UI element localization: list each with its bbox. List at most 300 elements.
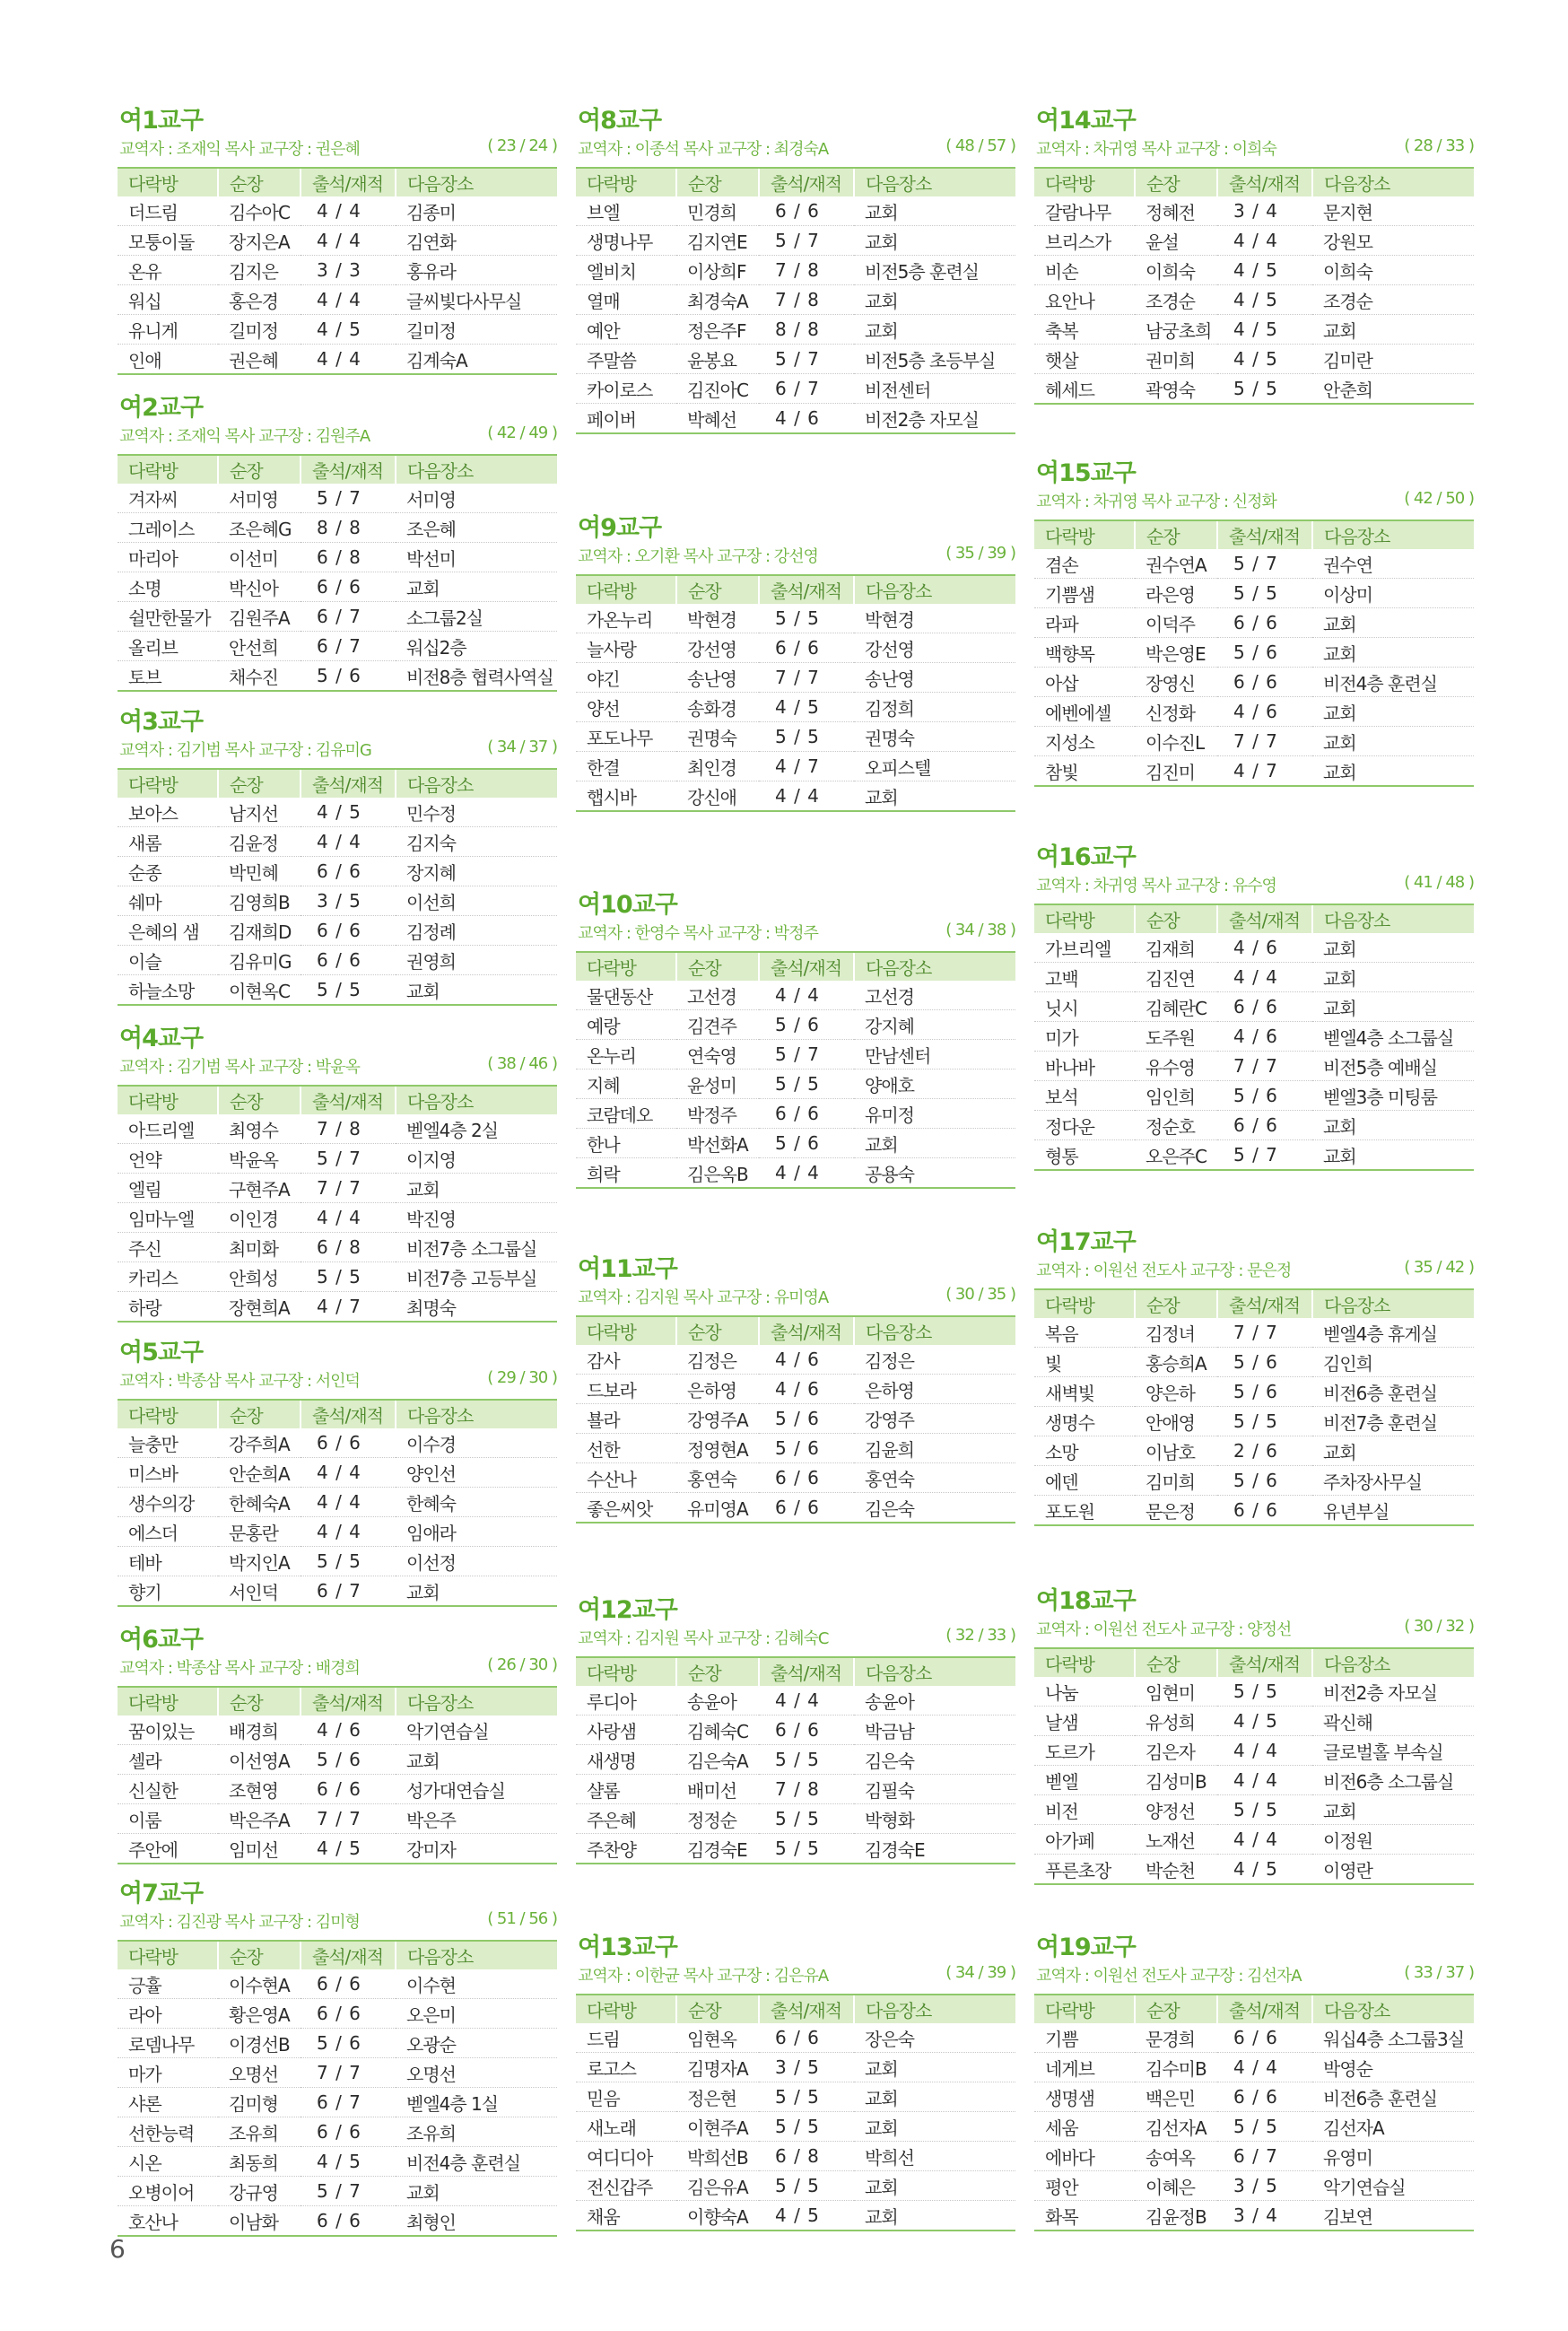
leader-name: 구현주A (218, 1174, 301, 1203)
group-name: 선한 (576, 1434, 676, 1463)
table-row (576, 633, 1015, 663)
table-row (576, 1804, 1015, 1834)
district-info (119, 136, 557, 158)
column-header: 출석/재적 (301, 769, 396, 798)
attendance-ratio: 6 / 6 (301, 1775, 396, 1804)
table-row (1034, 1318, 1474, 1348)
next-location: 오은미 (396, 1999, 557, 2029)
next-location: 이정원 (1312, 1825, 1474, 1855)
group-name: 예랑 (576, 1010, 676, 1040)
leader-name: 권명숙 (676, 722, 759, 752)
next-location: 김선자A (1312, 2112, 1474, 2142)
next-location: 장지혜 (396, 857, 557, 886)
attendance-ratio: 2 / 6 (1217, 1436, 1312, 1466)
column-header: 다락방 (118, 769, 218, 798)
column-header: 순장 (1135, 1289, 1217, 1318)
next-location: 김경숙E (865, 1838, 925, 1861)
attendance-ratio: 7 / 7 (1217, 1052, 1312, 1081)
attendance-ratio: 3 / 5 (301, 886, 396, 916)
attendance-ratio: 6 / 7 (301, 602, 396, 632)
table-row (576, 1434, 1015, 1463)
district-title: 여15교구 (1036, 459, 1136, 487)
group-name: 순종 (118, 857, 218, 886)
attendance-ratio: 5 / 7 (1217, 549, 1312, 579)
column-header: 다음장소 (1312, 520, 1474, 549)
attendance-ratio: 5 / 6 (759, 1010, 854, 1040)
column-header: 다락방 (118, 1086, 218, 1114)
group-name: 선한능력 (118, 2117, 218, 2147)
group-name: 정다운 (1034, 1111, 1135, 1140)
attendance-ratio: 4 / 6 (775, 407, 820, 429)
table-row (118, 1775, 557, 1804)
table-row (1034, 1496, 1474, 1526)
column-header: 다음장소 (396, 769, 557, 798)
attendance-ratio: 7 / 8 (759, 285, 854, 315)
attendance-ratio: 4 / 5 (317, 1838, 362, 1859)
column-header: 출석/재적 (1217, 520, 1312, 549)
attendance-ratio: 6 / 7 (1217, 2142, 1312, 2171)
group-name: 나눔 (1034, 1677, 1135, 1707)
column-header: 순장 (218, 1687, 301, 1716)
table-row (1034, 1052, 1474, 1081)
table-row (576, 1069, 1015, 1099)
group-name: 형통 (1045, 1145, 1078, 1167)
district-title: 여16교구 (1036, 843, 1136, 871)
table-row (118, 226, 557, 256)
column-header: 다락방 (1034, 904, 1135, 933)
attendance-ratio: 5 / 6 (759, 1434, 854, 1463)
table-row (1034, 196, 1474, 226)
leader-name: 조현영 (218, 1775, 301, 1804)
table-row (576, 2082, 1015, 2112)
attendance-ratio: 5 / 7 (301, 1144, 396, 1174)
leader-name: 장현희A (229, 1296, 290, 1319)
attendance-ratio: 8 / 8 (759, 315, 854, 345)
group-name: 마가 (118, 2058, 218, 2088)
attendance-ratio: 4 / 5 (1217, 1707, 1312, 1736)
attendance-ratio: 4 / 4 (759, 981, 854, 1010)
attendance-ratio: 4 / 4 (301, 285, 396, 315)
next-location: 박선미 (396, 543, 557, 572)
group-name: 새롬 (118, 827, 218, 857)
district-info (578, 921, 1015, 942)
attendance-total: ( 28 / 33 ) (1404, 136, 1474, 155)
table-row (1034, 1677, 1474, 1707)
table-row (1034, 1081, 1474, 1111)
leader-name: 송여옥 (1135, 2142, 1217, 2171)
next-location: 박진영 (396, 1203, 557, 1233)
table-header-row (1034, 520, 1474, 549)
district-title: 여11교구 (578, 1255, 677, 1283)
column-header: 순장 (218, 1086, 301, 1114)
leader-name: 오명선 (218, 2058, 301, 2088)
attendance-ratio: 5 / 6 (317, 665, 362, 686)
table-row (576, 663, 1015, 693)
leader-name: 송화경 (676, 693, 759, 722)
table-row (1034, 933, 1474, 963)
group-name: 이슬 (118, 946, 218, 975)
group-name: 믿음 (576, 2082, 676, 2112)
attendance-ratio: 6 / 6 (1217, 608, 1312, 638)
table-row (118, 1547, 557, 1576)
next-location: 김윤희 (854, 1434, 1015, 1463)
group-name: 새노래 (576, 2112, 676, 2142)
attendance-ratio: 6 / 7 (317, 1580, 362, 1602)
table-row (576, 693, 1015, 722)
column-header: 다음장소 (854, 1995, 1015, 2023)
table-row (1034, 345, 1474, 374)
group-name: 아가페 (1034, 1825, 1135, 1855)
column-header: 다음장소 (854, 952, 1015, 981)
column-header: 순장 (1135, 168, 1217, 196)
leader-name: 이덕주 (1135, 608, 1217, 638)
leader-name: 박희선B (676, 2142, 759, 2171)
table-row (1034, 2053, 1474, 2082)
table-header-row (1034, 904, 1474, 933)
attendance-table (1034, 904, 1474, 1171)
leader-name: 김수미B (1135, 2053, 1217, 2082)
table-row (576, 1493, 1015, 1523)
district-leaders: 교역자 : 조재익 목사 교구장 : 권은혜 (119, 140, 360, 159)
table-row (576, 1404, 1015, 1434)
next-location: 교회 (865, 786, 898, 808)
column-header: 출석/재적 (301, 1400, 396, 1428)
table-header-row (118, 168, 557, 196)
attendance-total: ( 48 / 57 ) (945, 136, 1015, 155)
next-location: 권명숙 (854, 722, 1015, 752)
next-location: 고선경 (854, 981, 1015, 1010)
column-header: 출석/재적 (301, 1941, 396, 1969)
district-leaders: 교역자 : 조재익 목사 교구장 : 김원주A (119, 427, 370, 446)
next-location: 문지현 (1312, 196, 1474, 226)
table-row (118, 857, 557, 886)
group-name: 언약 (118, 1144, 218, 1174)
group-name: 비전 (1034, 1795, 1135, 1825)
attendance-ratio: 4 / 6 (759, 1345, 854, 1375)
leader-name: 서인덕 (229, 1581, 278, 1603)
leader-name: 임인희 (1135, 1081, 1217, 1111)
leader-name: 최경숙A (676, 285, 759, 315)
table-row (1034, 1736, 1474, 1766)
attendance-ratio: 4 / 4 (301, 1488, 396, 1517)
next-location: 교회 (396, 1745, 557, 1775)
district-title: 여7교구 (119, 1880, 204, 1908)
next-location: 유미정 (854, 1099, 1015, 1129)
leader-name: 정순호 (1135, 1111, 1217, 1140)
table-row (576, 1375, 1015, 1404)
attendance-total: ( 42 / 49 ) (487, 423, 557, 442)
leader-name: 유성희 (1135, 1707, 1217, 1736)
next-location: 워십4층 소그룹3실 (1312, 2023, 1474, 2053)
next-location: 권수연 (1312, 549, 1474, 579)
column-header: 순장 (676, 168, 759, 196)
next-location: 안춘희 (1323, 379, 1372, 401)
table-row (576, 752, 1015, 781)
next-location: 교회 (854, 315, 1015, 345)
district-info (578, 1626, 1015, 1647)
next-location: 교회 (1312, 315, 1474, 345)
group-name: 양선 (576, 693, 676, 722)
group-name: 임마누엘 (118, 1203, 218, 1233)
column-header: 순장 (218, 168, 301, 196)
table-row (118, 946, 557, 975)
next-location: 비전센터 (854, 374, 1015, 404)
leader-name: 민경희 (676, 196, 759, 226)
attendance-ratio: 4 / 5 (1217, 256, 1312, 285)
attendance-ratio: 4 / 5 (1217, 315, 1312, 345)
leader-name: 홍은경 (218, 285, 301, 315)
column-header: 순장 (218, 1400, 301, 1428)
group-name: 네게브 (1034, 2053, 1135, 2082)
column-header: 순장 (676, 1657, 759, 1686)
attendance-table (1034, 1288, 1474, 1526)
next-location: 박희선 (854, 2142, 1015, 2171)
attendance-ratio: 4 / 4 (1217, 1766, 1312, 1795)
group-name: 평안 (1034, 2171, 1135, 2201)
attendance-ratio: 6 / 6 (301, 1999, 396, 2029)
group-name: 여디디아 (576, 2142, 676, 2171)
leader-name: 이인경 (218, 1203, 301, 1233)
next-location: 민수정 (396, 798, 557, 827)
attendance-ratio: 4 / 4 (301, 1517, 396, 1547)
table-row (1034, 1855, 1474, 1885)
group-name: 세움 (1034, 2112, 1135, 2142)
attendance-ratio: 5 / 6 (1217, 1348, 1312, 1377)
leader-name: 이현옥C (229, 980, 290, 1002)
next-location: 양애호 (854, 1069, 1015, 1099)
next-location: 교회 (1312, 933, 1474, 963)
attendance-ratio: 5 / 6 (1217, 1377, 1312, 1407)
column-header: 다락방 (118, 168, 218, 196)
leader-name: 도주원 (1135, 1022, 1217, 1052)
table-row (1034, 1022, 1474, 1052)
attendance-ratio: 5 / 5 (1217, 579, 1312, 608)
attendance-ratio: 3 / 3 (301, 256, 396, 285)
table-row (576, 2142, 1015, 2171)
next-location: 비전8층 협력사역실 (406, 666, 553, 688)
leader-name: 조은혜G (218, 513, 301, 543)
next-location: 김정례 (396, 916, 557, 946)
group-name: 고백 (1034, 963, 1135, 992)
next-location: 강지혜 (854, 1010, 1015, 1040)
next-location: 비전4층 훈련실 (396, 2147, 557, 2177)
group-name: 사랑샘 (576, 1716, 676, 1745)
leader-name: 권은혜 (229, 349, 278, 371)
next-location: 교회 (854, 2082, 1015, 2112)
leader-name: 김은옥B (687, 1163, 748, 1185)
attendance-total: ( 38 / 46 ) (487, 1054, 557, 1073)
next-location: 오명선 (396, 2058, 557, 2088)
district-leaders: 교역자 : 한영수 목사 교구장 : 박정주 (578, 924, 818, 943)
table-row (118, 1428, 557, 1458)
attendance-table (576, 574, 1015, 812)
column-header: 다락방 (576, 1657, 676, 1686)
attendance-ratio: 6 / 8 (301, 543, 396, 572)
attendance-ratio: 4 / 5 (1217, 345, 1312, 374)
leader-name: 이경선B (218, 2029, 301, 2058)
leader-name: 오은주C (1146, 1145, 1206, 1167)
column-header: 순장 (676, 1995, 759, 2023)
district-info (119, 738, 557, 759)
table-header-row (576, 1995, 1015, 2023)
next-location: 장은숙 (854, 2023, 1015, 2053)
next-location: 악기연습실 (396, 1716, 557, 1745)
column-header: 출석/재적 (759, 575, 854, 604)
group-name: 백향목 (1034, 638, 1135, 668)
district-leaders: 교역자 : 이한균 목사 교구장 : 김은유A (578, 1967, 829, 1986)
table-row (576, 1775, 1015, 1804)
column-header: 순장 (676, 1316, 759, 1345)
attendance-ratio: 4 / 4 (1217, 226, 1312, 256)
leader-name: 라은영 (1135, 579, 1217, 608)
district-info (119, 1054, 557, 1076)
group-name: 새생명 (576, 1745, 676, 1775)
leader-name: 홍연숙 (676, 1463, 759, 1493)
next-location: 교회 (1323, 1145, 1356, 1167)
leader-name: 강영주A (676, 1404, 759, 1434)
next-location: 홍연숙 (854, 1463, 1015, 1493)
leader-name: 박혜선 (687, 408, 736, 431)
column-header: 다음장소 (1312, 1289, 1474, 1318)
leader-name: 강선영 (676, 633, 759, 663)
attendance-ratio: 5 / 5 (1217, 1407, 1312, 1436)
column-header: 출석/재적 (1217, 1289, 1312, 1318)
leader-name: 김재희D (218, 916, 301, 946)
table-row (576, 226, 1015, 256)
attendance-ratio: 7 / 7 (301, 1174, 396, 1203)
table-row (576, 196, 1015, 226)
attendance-table (576, 1994, 1015, 2231)
attendance-ratio: 4 / 6 (1217, 697, 1312, 727)
attendance-table (118, 1686, 557, 1864)
group-name: 꿈이있는 (118, 1716, 218, 1745)
column-header: 다락방 (576, 1316, 676, 1345)
group-name: 푸른초장 (1045, 1859, 1111, 1881)
table-row (576, 604, 1015, 633)
district-title: 여8교구 (578, 107, 662, 135)
group-name: 샤론 (118, 2088, 218, 2117)
next-location: 벧엘4층 휴게실 (1312, 1318, 1474, 1348)
attendance-ratio: 4 / 4 (1217, 1825, 1312, 1855)
next-location: 비전4층 훈련실 (1312, 668, 1474, 697)
group-name: 주안에 (128, 1838, 178, 1861)
column-header: 순장 (218, 769, 301, 798)
next-location: 이선희 (396, 886, 557, 916)
next-location: 비전7층 훈련실 (1312, 1407, 1474, 1436)
attendance-table (1034, 167, 1474, 405)
leader-name: 최동희 (218, 2147, 301, 2177)
district-title: 여14교구 (1036, 107, 1136, 135)
next-location: 김은숙 (854, 1745, 1015, 1775)
table-header-row (576, 1657, 1015, 1686)
attendance-ratio: 6 / 6 (301, 2117, 396, 2147)
next-location: 유영미 (1312, 2142, 1474, 2171)
next-location: 김정희 (854, 693, 1015, 722)
group-name: 생명나무 (576, 226, 676, 256)
column-header: 다락방 (1034, 1648, 1135, 1677)
group-name: 한결 (576, 752, 676, 781)
group-name: 에스더 (118, 1517, 218, 1547)
attendance-ratio: 5 / 6 (1217, 1081, 1312, 1111)
attendance-ratio: 4 / 4 (775, 785, 820, 807)
leader-name: 김진미 (1146, 761, 1195, 783)
table-row (1034, 374, 1474, 405)
table-row (576, 1129, 1015, 1158)
group-name: 희락 (587, 1163, 620, 1185)
group-name: 워십 (118, 285, 218, 315)
group-name: 갈람나무 (1034, 196, 1135, 226)
attendance-ratio: 5 / 6 (759, 1129, 854, 1158)
leader-name: 김견주 (676, 1010, 759, 1040)
next-location: 이영란 (1323, 1859, 1372, 1881)
group-name: 시온 (118, 2147, 218, 2177)
table-header-row (118, 1941, 557, 1969)
leader-name: 김재희 (1135, 933, 1217, 963)
attendance-ratio: 4 / 4 (1217, 963, 1312, 992)
leader-name: 안순희A (218, 1458, 301, 1488)
leader-name: 김유미G (218, 946, 301, 975)
table-row (1034, 2112, 1474, 2142)
attendance-total: ( 34 / 38 ) (945, 921, 1015, 939)
next-location: 비전5층 훈련실 (854, 256, 1015, 285)
group-name: 닛시 (1034, 992, 1135, 1022)
table-row (1034, 1766, 1474, 1795)
attendance-ratio: 5 / 5 (317, 979, 362, 1000)
table-row (576, 256, 1015, 285)
group-name: 주찬양 (587, 1838, 636, 1861)
leader-name: 이수진L (1135, 727, 1217, 756)
table-row (118, 1292, 557, 1323)
next-location: 공용숙 (865, 1163, 914, 1185)
leader-name: 길미정 (218, 315, 301, 345)
leader-name: 최미화 (218, 1233, 301, 1262)
leader-name: 임미선 (229, 1838, 278, 1861)
attendance-total: ( 35 / 42 ) (1404, 1258, 1474, 1277)
table-row (576, 285, 1015, 315)
attendance-ratio: 4 / 5 (775, 2204, 820, 2226)
group-name: 생명수 (1034, 1407, 1135, 1436)
next-location: 교회 (1312, 1795, 1474, 1825)
next-location: 글로벌홀 부속실 (1312, 1736, 1474, 1766)
next-location: 교회 (854, 196, 1015, 226)
district-leaders: 교역자 : 차귀영 목사 교구장 : 신정화 (1036, 493, 1276, 511)
attendance-table (118, 1085, 557, 1323)
attendance-ratio: 5 / 5 (1217, 1795, 1312, 1825)
leader-name: 김성미B (1135, 1766, 1217, 1795)
leader-name: 남지선 (218, 798, 301, 827)
table-row (1034, 315, 1474, 345)
leader-name: 홍승희A (1135, 1348, 1217, 1377)
column-header: 출석/재적 (1217, 1995, 1312, 2023)
group-name: 루디아 (576, 1686, 676, 1716)
leader-name: 연숙영 (676, 1040, 759, 1069)
table-row (576, 1040, 1015, 1069)
group-name: 로뎀나무 (118, 2029, 218, 2058)
table-row (118, 196, 557, 226)
attendance-total: ( 34 / 37 ) (487, 738, 557, 756)
attendance-ratio: 4 / 7 (759, 752, 854, 781)
table-row (576, 1834, 1015, 1864)
next-location: 교회 (854, 2171, 1015, 2201)
page-number: 6 (109, 2234, 126, 2264)
group-name: 생수의강 (118, 1488, 218, 1517)
attendance-ratio: 4 / 6 (1217, 1022, 1312, 1052)
table-row (118, 484, 557, 513)
district-leaders: 교역자 : 차귀영 목사 교구장 : 유수영 (1036, 877, 1276, 895)
table-row (118, 2088, 557, 2117)
table-header-row (1034, 1995, 1474, 2023)
leader-name: 정은현 (676, 2082, 759, 2112)
